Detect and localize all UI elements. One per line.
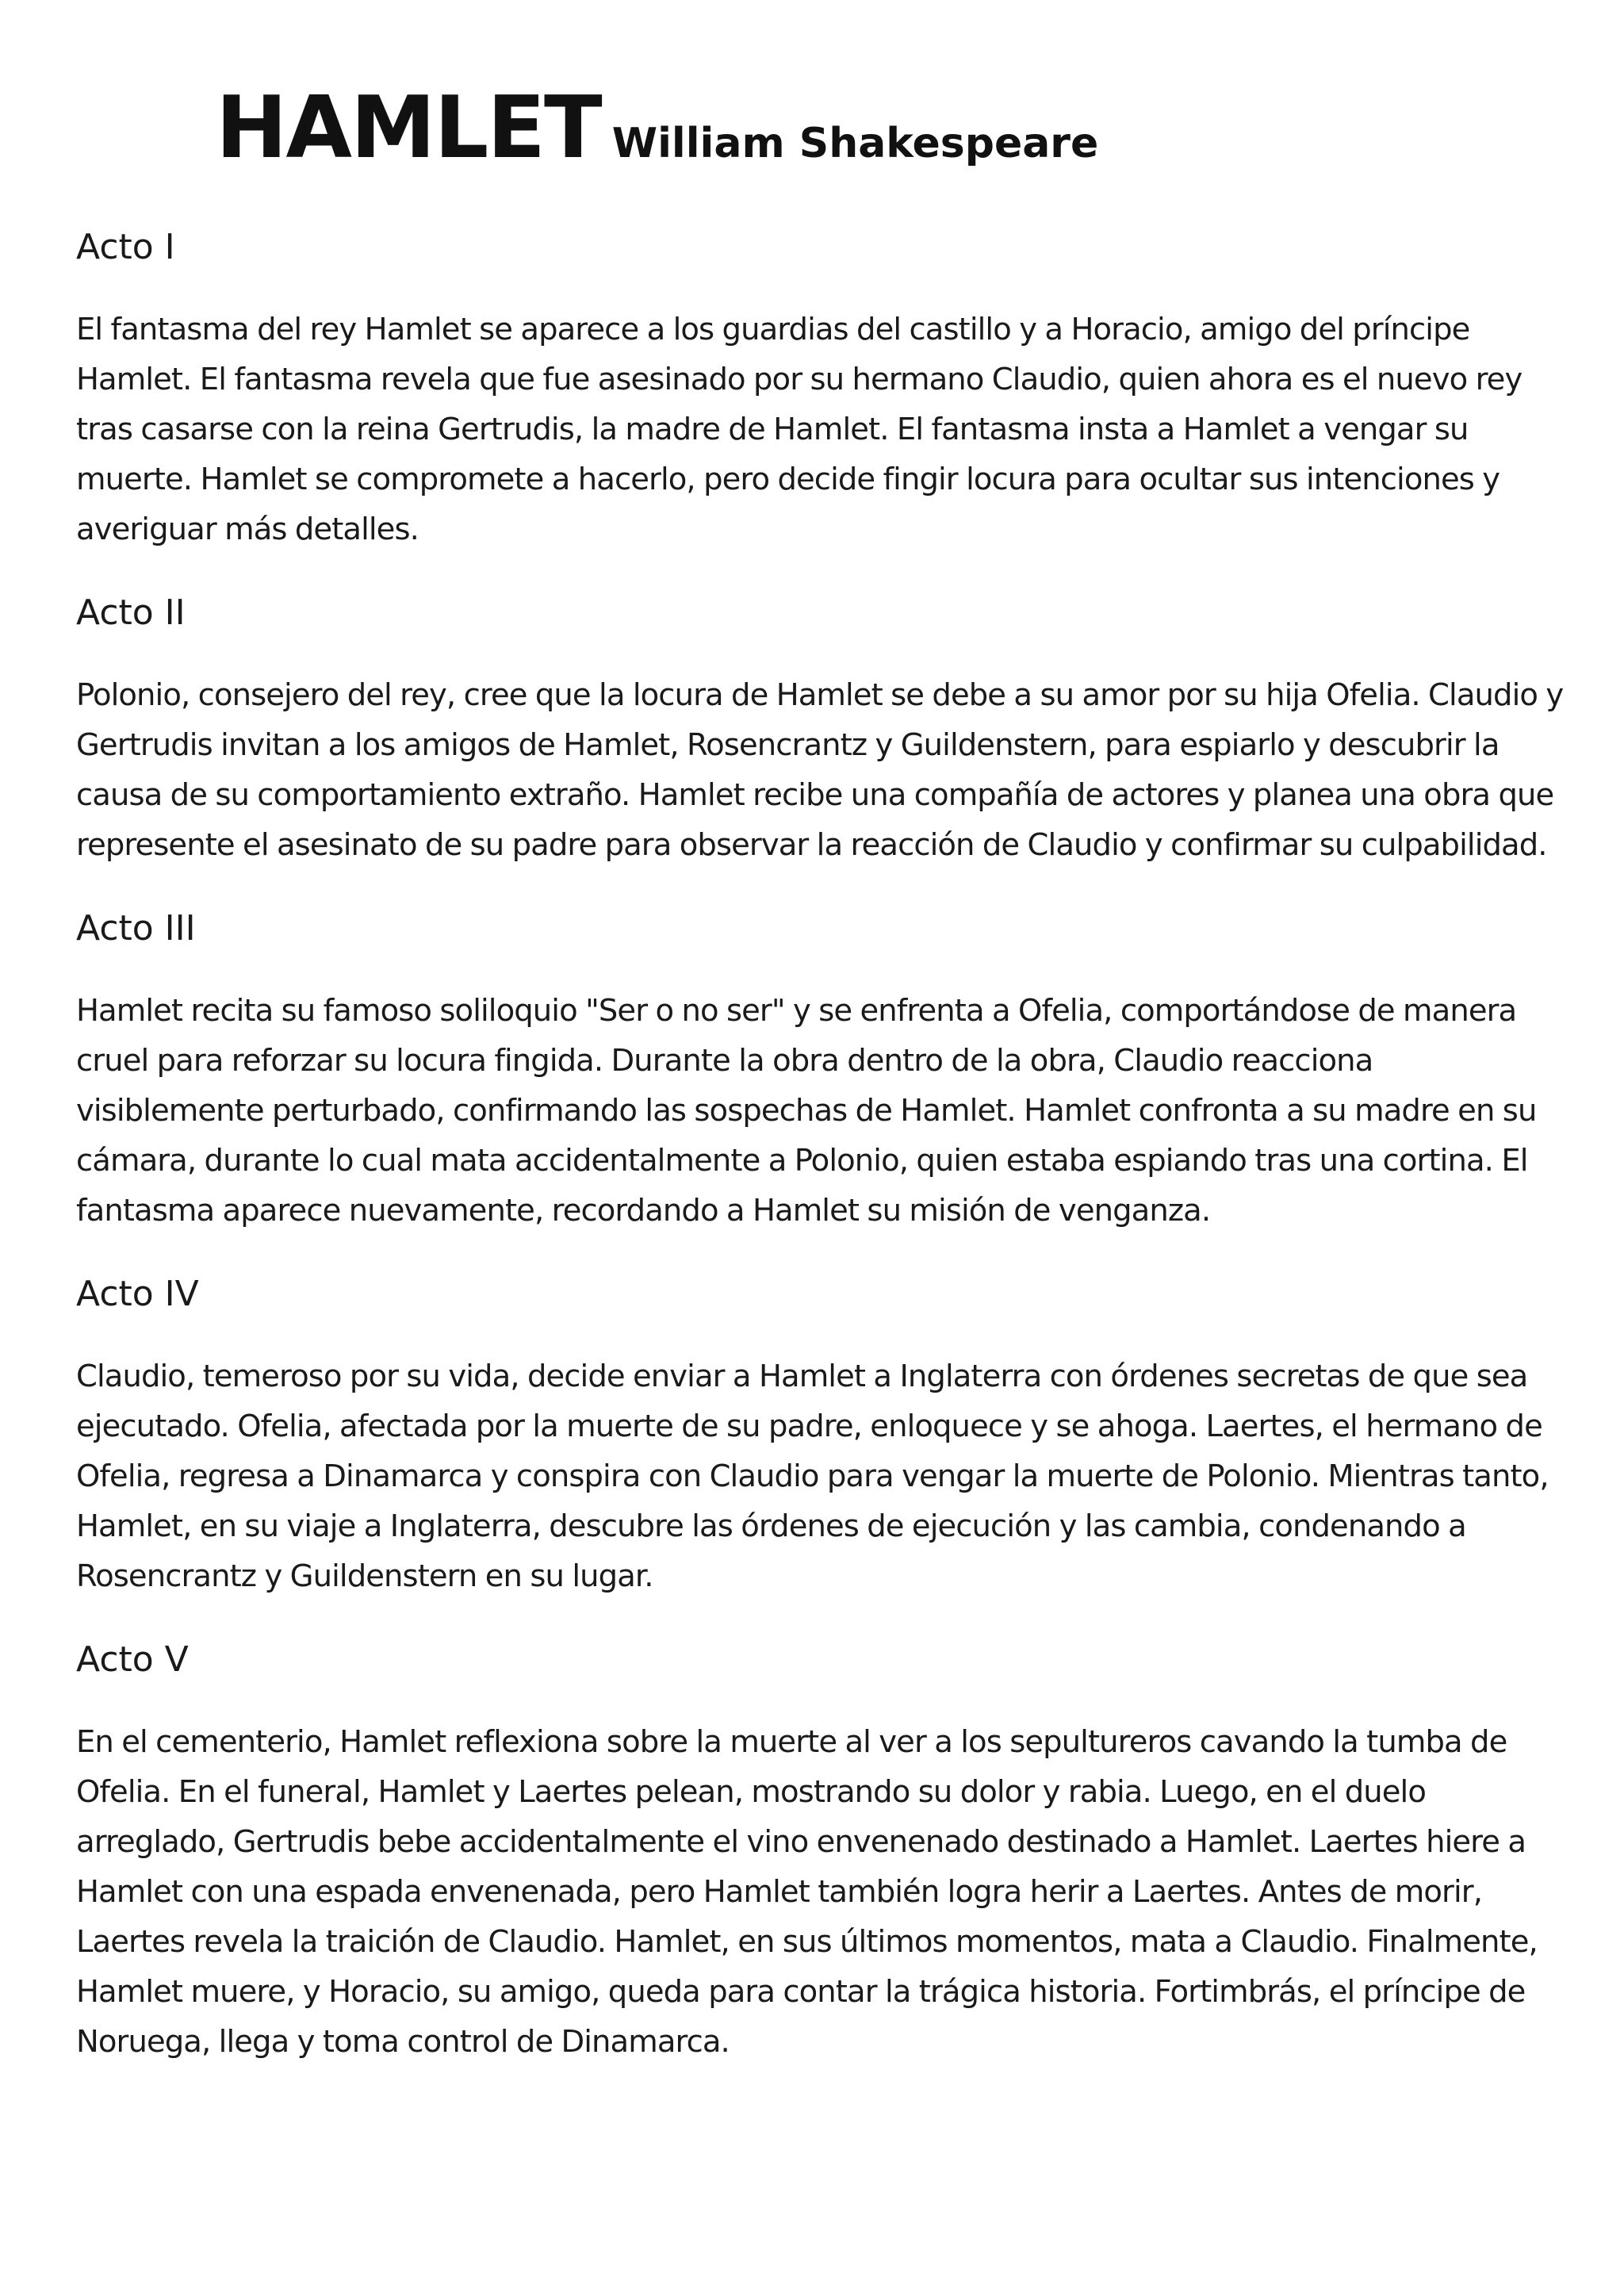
act-2-heading: Acto II bbox=[76, 592, 186, 633]
act-5-summary: En el cementerio, Hamlet reflexiona sobre la muerte al ver a los sepultureros cavando la tumba de Ofelia. En el funeral, Hamlet y Laertes pelean, mostrando su dolor y rabia. Luego, en el duelo arreglado, Gertrudis bebe accidentalmente el vino envenenado destinado a Hamlet. Laertes hiere a Hamlet con una espada envenenada, pero Hamlet también logra herir a Laertes. Antes de morir, Laertes revela la traición de Claudio. Hamlet, en sus últimos momentos, mata a Claudio. Finalmente, Hamlet muere, y Horacio, su amigo, queda para contar la trágica historia. Fortimbrás, el príncipe de Noruega, llega y toma control de Dinamarca. bbox=[76, 1724, 1538, 2060]
act-5-heading: Acto V bbox=[76, 1639, 189, 1680]
document-title-block bbox=[216, 79, 1099, 178]
document-body bbox=[76, 224, 1567, 2102]
act-2-section bbox=[76, 589, 1567, 870]
act-2-summary: Polonio, consejero del rey, cree que la locura de Hamlet se debe a su amor por su hija Ofelia. Claudio y Gertrudis invitan a los amigos de Hamlet, Rosencrantz y Guildenstern, para espiarlo y descubrir la causa de su comportamiento extraño. Hamlet recibe una compañía de actores y planea una obra que represente el asesinato de su padre para observar la reacción de Claudio y confirmar su culpabilidad. bbox=[76, 677, 1564, 863]
act-1-heading: Acto I bbox=[76, 227, 175, 267]
document-title: HAMLET bbox=[216, 79, 601, 178]
act-4-heading: Acto IV bbox=[76, 1274, 199, 1314]
act-4-summary: Claudio, temeroso por su vida, decide enviar a Hamlet a Inglaterra con órdenes secretas de que sea ejecutado. Ofelia, afectada por la muerte de su padre, enloquece y se ahoga. Laertes, el hermano de Ofelia, regresa a Dinamarca y conspira con Claudio para vengar la muerte de Polonio. Mientras tanto, Hamlet, en su viaje a Inglaterra, descubre las órdenes de ejecución y las cambia, condenando a Rosencrantz y Guildenstern en su lugar. bbox=[76, 1359, 1549, 1594]
act-1-summary: El fantasma del rey Hamlet se aparece a los guardias del castillo y a Horacio, amigo del príncipe Hamlet. El fantasma revela que fue asesinado por su hermano Claudio, quien ahora es el nuevo rey tras casarse con la reina Gertrudis, la madre de Hamlet. El fantasma insta a Hamlet a vengar su muerte. Hamlet se compromete a hacerlo, pero decide fingir locura para ocultar sus intenciones y averiguar más detalles. bbox=[76, 312, 1522, 547]
act-4-section bbox=[76, 1271, 1567, 1601]
document-author: William Shakespeare bbox=[611, 120, 1099, 167]
act-1-section bbox=[76, 224, 1567, 554]
act-5-section bbox=[76, 1636, 1567, 2067]
act-3-summary: Hamlet recita su famoso soliloquio "Ser o no ser" y se enfrenta a Ofelia, comportándose de manera cruel para reforzar su locura fingida. Durante la obra dentro de la obra, Claudio reacciona visiblemente perturbado, confirmando las sospechas de Hamlet. Hamlet confronta a su madre en su cámara, durante lo cual mata accidentalmente a Polonio, quien estaba espiando tras una cortina. El fantasma aparece nuevamente, recordando a Hamlet su misión de venganza. bbox=[76, 993, 1537, 1228]
act-3-heading: Acto III bbox=[76, 908, 196, 949]
act-3-section bbox=[76, 905, 1567, 1236]
